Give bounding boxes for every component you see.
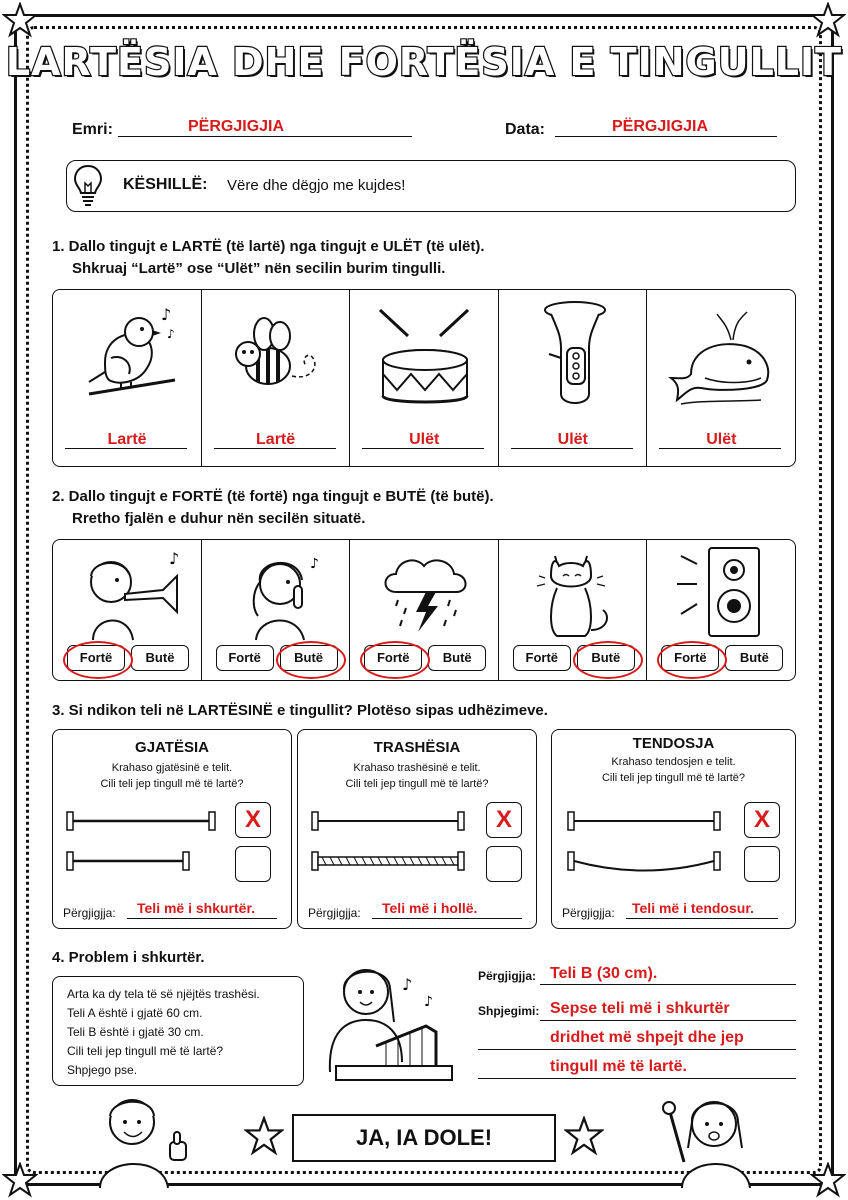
panel-instruction xyxy=(552,754,795,786)
option-strong[interactable]: Fortë xyxy=(364,645,422,671)
panel-instruction-line: Cili teli jep tingull më të lartë? xyxy=(100,778,244,790)
tension-panel xyxy=(551,729,796,929)
problem-line: Teli A është i gjatë 60 cm. xyxy=(67,1006,203,1020)
panel-instruction xyxy=(298,760,536,792)
wire-diagram xyxy=(310,806,470,876)
q2-grid xyxy=(52,539,796,681)
q1-cell xyxy=(53,290,202,466)
checkbox-a[interactable]: X xyxy=(486,802,522,838)
tuba-icon xyxy=(527,298,623,414)
explanation-label: Shpjegimi: xyxy=(478,1004,540,1018)
option-strong[interactable]: Fortë xyxy=(661,645,719,671)
whisper-girl-icon xyxy=(228,546,328,642)
explanation-line: tingull më të lartë. xyxy=(550,1058,687,1075)
svg-text:♪: ♪ xyxy=(402,975,413,994)
wire-diagram xyxy=(566,806,726,882)
bee-icon xyxy=(224,310,334,410)
page-title: LARTËSIA DHE FORTËSIA E TINGULLIT xyxy=(5,40,843,84)
q2-cell xyxy=(202,540,351,680)
checkbox-b[interactable] xyxy=(744,846,780,882)
star-icon xyxy=(2,2,38,38)
panel-instruction-line: Cili teli jep tingull më të lartë? xyxy=(601,772,746,784)
q1-answer: Ulët xyxy=(706,431,737,448)
panel-instruction-line: Krahaso trashësinë e telit. xyxy=(353,762,481,774)
svg-text:♪: ♪ xyxy=(161,305,172,324)
checkbox-b[interactable] xyxy=(486,846,522,882)
svg-text:♪: ♪ xyxy=(167,327,175,341)
explanation-line: Sepse teli më i shkurtër xyxy=(550,1000,730,1017)
bird-icon xyxy=(75,302,185,412)
svg-text:♪: ♪ xyxy=(309,556,319,572)
question-1-line1: 1. Dallo tingujt e LARTË (të lartë) nga tingujt e ULËT (të ulët). xyxy=(52,238,485,255)
answer-circle xyxy=(573,641,643,679)
answer-label: Përgjigjja: xyxy=(478,969,537,983)
girl-cheering-icon xyxy=(654,1092,764,1188)
q2-cell xyxy=(350,540,499,680)
option-soft[interactable]: Butë xyxy=(725,645,783,671)
option-soft[interactable]: Butë xyxy=(428,645,486,671)
q1-cell xyxy=(499,290,648,466)
checkbox-a[interactable]: X xyxy=(235,802,271,838)
answer-circle xyxy=(657,641,727,679)
trumpet-boy-icon xyxy=(73,546,189,642)
q2-cell xyxy=(53,540,202,680)
answer-label: Përgjigjja: xyxy=(63,906,116,920)
q2-cell xyxy=(499,540,648,680)
q1-cell xyxy=(350,290,499,466)
boy-thumbs-up-icon xyxy=(90,1092,200,1188)
success-banner: JA, IA DOLE! xyxy=(292,1114,556,1162)
problem-box xyxy=(52,976,304,1086)
option-strong[interactable]: Fortë xyxy=(216,645,274,671)
question-3: 3. Si ndikon teli në LARTËSINË e tingullit? Plotëso sipas udhëzimeve. xyxy=(52,702,548,719)
name-label: Emri: xyxy=(72,121,113,138)
q2-cell xyxy=(647,540,795,680)
date-answer: PËRGJIGJIA xyxy=(612,118,709,135)
tip-label: KËSHILLË: xyxy=(123,176,208,193)
whale-icon xyxy=(661,304,781,410)
q4-answer: Teli B (30 cm). xyxy=(550,965,658,982)
question-1-line2: Shkruaj “Lartë” ose “Ulët” nën secilin burim tingulli. xyxy=(72,260,446,277)
explanation-line: dridhet më shpejt dhe jep xyxy=(550,1029,744,1046)
panel-answer: Teli më i shkurtër. xyxy=(137,900,256,916)
checkbox-b[interactable] xyxy=(235,846,271,882)
thunderstorm-icon xyxy=(376,548,476,642)
option-soft[interactable]: Butë xyxy=(131,645,189,671)
checkbox-a[interactable]: X xyxy=(744,802,780,838)
star-icon xyxy=(244,1116,284,1156)
option-soft[interactable]: Butë xyxy=(577,645,635,671)
q1-answer: Ulët xyxy=(409,431,440,448)
panel-answer: Teli më i tendosur. xyxy=(632,900,754,916)
star-icon xyxy=(810,1162,846,1198)
problem-line: Shpjego pse. xyxy=(67,1063,138,1077)
answer-label: Përgjigjja: xyxy=(308,906,361,920)
answer-circle xyxy=(360,641,430,679)
problem-line: Arta ka dy tela të së njëjtës trashësi. xyxy=(67,987,260,1001)
svg-text:♪: ♪ xyxy=(169,549,180,568)
panel-instruction xyxy=(53,760,291,792)
cat-icon xyxy=(527,546,623,642)
q1-grid xyxy=(52,289,796,467)
panel-title: TRASHËSIA xyxy=(373,739,461,756)
lightbulb-icon xyxy=(71,163,105,209)
q1-answer: Ulët xyxy=(557,431,588,448)
panel-title: GJATËSIA xyxy=(135,739,209,756)
answer-circle xyxy=(63,641,133,679)
drum-icon xyxy=(368,302,482,412)
wire-diagram xyxy=(65,806,217,876)
answer-label: Përgjigjja: xyxy=(562,906,615,920)
length-panel xyxy=(52,729,292,929)
tip-text: Vëre dhe dëgjo me kujdes! xyxy=(227,177,406,194)
panel-instruction-line: Krahaso tendosjen e telit. xyxy=(611,756,736,768)
option-strong[interactable]: Fortë xyxy=(513,645,571,671)
option-strong[interactable]: Fortë xyxy=(67,645,125,671)
panel-title: TENDOSJA xyxy=(632,735,715,752)
girl-playing-harp-icon xyxy=(316,962,466,1092)
problem-line: Teli B është i gjatë 30 cm. xyxy=(67,1025,204,1039)
q1-answer: Lartë xyxy=(107,431,147,448)
q1-cell xyxy=(202,290,351,466)
speaker-icon xyxy=(667,544,777,640)
thickness-panel xyxy=(297,729,537,929)
panel-answer: Teli më i hollë. xyxy=(382,900,478,916)
tip-box xyxy=(66,160,796,212)
answer-circle xyxy=(276,641,346,679)
panel-instruction-line: Krahaso gjatësinë e telit. xyxy=(111,762,233,774)
q1-cell xyxy=(647,290,795,466)
svg-text:♪: ♪ xyxy=(424,994,433,1010)
star-icon xyxy=(810,2,846,38)
problem-line: Cili teli jep tingull më të lartë? xyxy=(67,1044,224,1058)
star-icon xyxy=(2,1162,38,1198)
question-2-line1: 2. Dallo tingujt e FORTË (të fortë) nga tingujt e BUTË (të butë). xyxy=(52,488,494,505)
date-label: Data: xyxy=(505,121,546,138)
question-2-line2: Rretho fjalën e duhur nën secilën situatë. xyxy=(72,510,366,527)
panel-instruction-line: Cili teli jep tingull më të lartë? xyxy=(345,778,489,790)
q1-answer: Lartë xyxy=(256,431,296,448)
star-icon xyxy=(564,1116,604,1156)
name-answer: PËRGJIGJIA xyxy=(188,118,285,135)
option-soft[interactable]: Butë xyxy=(280,645,338,671)
question-4: 4. Problem i shkurtër. xyxy=(52,949,205,966)
